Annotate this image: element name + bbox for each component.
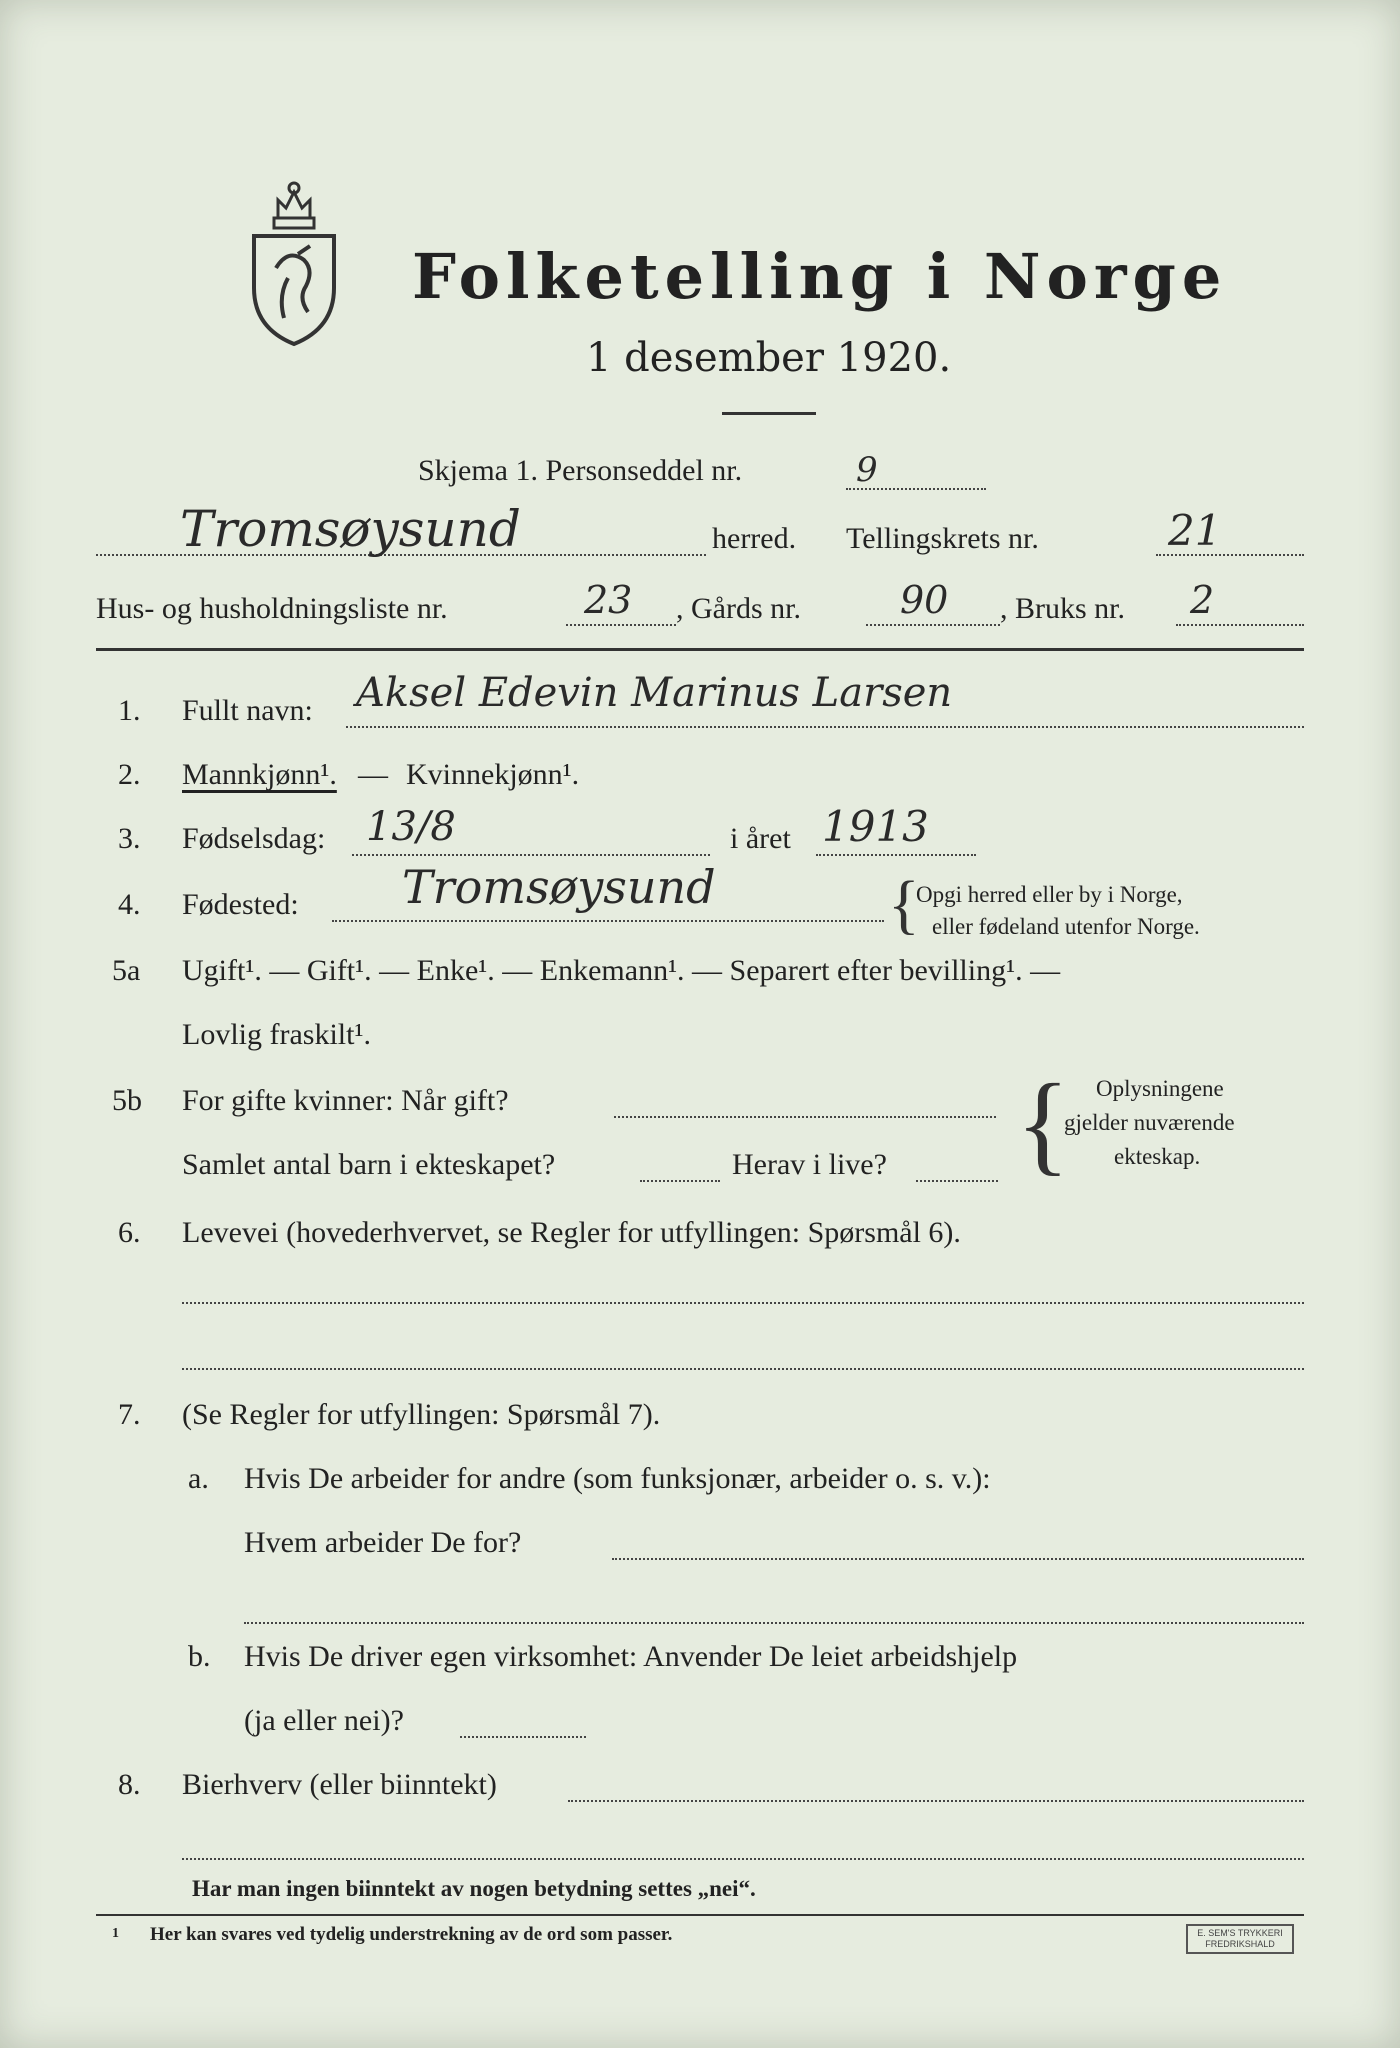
q2-number: 2. xyxy=(118,758,141,791)
q7a-employer-line xyxy=(612,1558,1304,1560)
gards-label: , Gårds nr. xyxy=(676,592,801,625)
q7b-question: Hvis De driver egen virksomhet: Anvender De leiet arbeidshjelp xyxy=(244,1640,1018,1673)
q7a-employer-label: Hvem arbeider De for? xyxy=(244,1526,522,1559)
herred-value: Tromsøysund xyxy=(180,500,521,558)
printer-stamp: E. SEM'S TRYKKERI FREDRIKSHALD xyxy=(1186,1924,1294,1954)
q5b-note-3: ekteskap. xyxy=(1114,1144,1201,1169)
tellingskrets-value: 21 xyxy=(1168,506,1222,555)
q5b-married-line xyxy=(614,1116,996,1118)
q4-value: Tromsøysund xyxy=(402,860,716,914)
q1-line xyxy=(346,726,1304,728)
q5b-brace: { xyxy=(1016,1062,1070,1186)
husholdning-value: 23 xyxy=(584,578,633,622)
q8-line-2 xyxy=(182,1858,1304,1860)
q8-label: Bierhverv (eller biinntekt) xyxy=(182,1768,497,1801)
husholdning-label: Hus- og husholdningsliste nr. xyxy=(96,592,448,625)
form-title: Folketelling i Norge xyxy=(412,240,1228,313)
q3-year-line xyxy=(816,854,976,856)
gards-value: 90 xyxy=(900,578,949,622)
q4-brace: { xyxy=(888,868,920,941)
income-note: Har man ingen biinntekt av nogen betydning settes „nei“. xyxy=(192,1876,756,1901)
q4-label: Fødested: xyxy=(182,888,299,921)
q5a-options: Ugift¹. — Gift¹. — Enke¹. — Enkemann¹. — Separert efter bevilling¹. — xyxy=(182,954,1061,987)
q5b-alive-label: Herav i live? xyxy=(732,1148,887,1181)
q4-line xyxy=(332,920,884,922)
q8-line xyxy=(568,1800,1304,1802)
q5b-note-1: Oplysningene xyxy=(1096,1076,1224,1101)
q5b-children-line xyxy=(640,1180,720,1182)
q7-label: (Se Regler for utfyllingen: Spørsmål 7). xyxy=(182,1398,661,1431)
q6-line-2 xyxy=(182,1368,1304,1370)
q1-label: Fullt navn: xyxy=(182,694,313,727)
q5b-note-2: gjelder nuværende xyxy=(1064,1110,1235,1135)
q6-number: 6. xyxy=(118,1216,141,1249)
q5a-options-2: Lovlig fraskilt¹. xyxy=(182,1018,371,1051)
q4-note-1: Opgi herred eller by i Norge, xyxy=(916,882,1183,907)
q5b-number: 5b xyxy=(112,1084,142,1117)
schema-nr-value: 9 xyxy=(856,450,878,490)
census-date: 1 desember 1920. xyxy=(586,335,952,381)
q7b-hired-help-line xyxy=(460,1736,586,1738)
gards-line xyxy=(866,624,1000,626)
q7a-question: Hvis De arbeider for andre (som funksjonær, arbeider o. s. v.): xyxy=(244,1462,991,1495)
husholdning-line xyxy=(566,624,676,626)
q2-female-option: Kvinnekjønn¹. xyxy=(406,758,580,791)
q5a-number: 5a xyxy=(112,954,141,987)
q4-number: 4. xyxy=(118,888,141,921)
q3-number: 3. xyxy=(118,822,141,855)
coat-of-arms-icon xyxy=(248,178,340,348)
bruks-line xyxy=(1176,624,1304,626)
q3-label: Fødselsdag: xyxy=(182,822,326,855)
q3-day-value: 13/8 xyxy=(366,804,456,850)
q3-day-line xyxy=(352,854,710,856)
q7b-hired-help-label: (ja eller nei)? xyxy=(244,1704,404,1737)
q8-number: 8. xyxy=(118,1768,141,1801)
herred-label: herred. xyxy=(712,522,797,555)
q2-male-option: Mannkjønn¹. xyxy=(182,758,337,791)
header-rule xyxy=(96,648,1304,651)
q5b-alive-line xyxy=(916,1180,998,1182)
q6-line-1 xyxy=(182,1302,1304,1304)
q3-year-value: 1913 xyxy=(822,802,929,851)
q5b-children-label: Samlet antal barn i ekteskapet? xyxy=(182,1148,556,1181)
q4-note-2: eller fødeland utenfor Norge. xyxy=(932,914,1200,939)
q1-number: 1. xyxy=(118,694,141,727)
title-divider xyxy=(722,412,816,415)
q7b-number: b. xyxy=(188,1640,211,1673)
q2-separator: — xyxy=(358,758,388,791)
q1-value: Aksel Edevin Marinus Larsen xyxy=(356,670,953,716)
footnote-rule xyxy=(96,1914,1304,1916)
q7-number: 7. xyxy=(118,1398,141,1431)
schema-label: Skjema 1. Personseddel nr. xyxy=(418,454,743,487)
q3-year-label: i året xyxy=(730,822,791,855)
bruks-label: , Bruks nr. xyxy=(1000,592,1126,625)
q6-label: Levevei (hovederhvervet, se Regler for utfyllingen: Spørsmål 6). xyxy=(182,1216,961,1249)
q7a-number: a. xyxy=(188,1462,209,1495)
bruks-value: 2 xyxy=(1190,578,1215,622)
footnote-mark: 1 xyxy=(112,1926,119,1941)
tellingskrets-label: Tellingskrets nr. xyxy=(846,522,1039,555)
q7a-employer-line-2 xyxy=(244,1622,1304,1624)
footnote-text: Her kan svares ved tydelig understrekning av de ord som passer. xyxy=(150,1924,673,1945)
q5b-married-when: For gifte kvinner: Når gift? xyxy=(182,1084,509,1117)
